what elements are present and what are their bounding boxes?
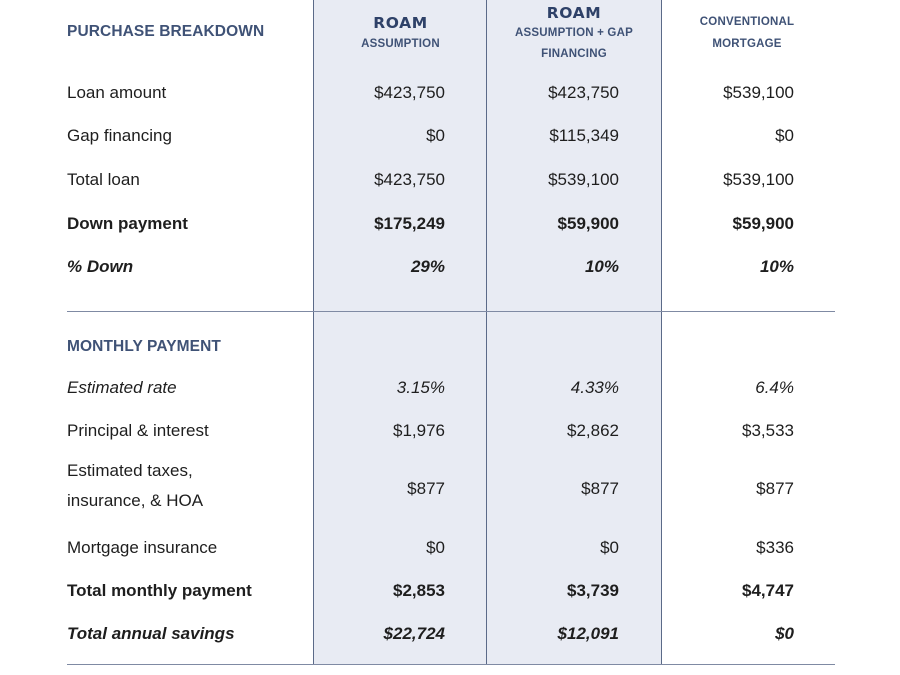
value-roam-gap: $12,091	[557, 624, 619, 643]
value-roam-gap: $3,739	[567, 581, 619, 600]
value-roam-assumption: $2,853	[393, 581, 445, 600]
value-conventional: $336	[756, 538, 794, 557]
row-percent-down	[0, 256, 900, 278]
value-roam-assumption: 3.15%	[396, 378, 445, 397]
section-divider	[67, 311, 835, 312]
value-roam-gap: $423,750	[548, 83, 619, 102]
monthly-payment-title: MONTHLY PAYMENT	[67, 338, 221, 355]
row-label: Principal & interest	[67, 421, 209, 440]
roam-gap-brand: ROAM	[546, 4, 602, 22]
row-principal-interest	[0, 420, 900, 442]
value-roam-assumption: $423,750	[374, 83, 445, 102]
value-conventional: $59,900	[732, 214, 794, 233]
row-total-annual-savings	[0, 623, 900, 645]
value-conventional: $539,100	[723, 170, 794, 189]
roam-assumption-subtitle: ASSUMPTION	[361, 38, 440, 50]
roam-assumption-brand: ROAM	[373, 14, 428, 32]
value-conventional: 10%	[759, 257, 794, 276]
row-gap-financing	[0, 125, 900, 147]
value-roam-assumption: $877	[407, 479, 445, 498]
value-roam-gap: 4.33%	[570, 378, 619, 397]
row-label: % Down	[67, 257, 134, 276]
roam-gap-subtitle-line1: ASSUMPTION + GAP	[515, 27, 633, 39]
row-loan-amount	[0, 82, 900, 104]
value-roam-assumption: $423,750	[374, 170, 445, 189]
row-label: Down payment	[67, 214, 188, 233]
conventional-header-line1: CONVENTIONAL	[699, 16, 795, 28]
value-roam-assumption: $1,976	[393, 421, 445, 440]
value-roam-gap: 10%	[584, 257, 619, 276]
value-roam-gap: $59,900	[557, 214, 619, 233]
value-roam-assumption: 29%	[410, 257, 445, 276]
value-roam-assumption: $22,724	[383, 624, 445, 643]
value-roam-gap: $115,349	[549, 126, 619, 145]
value-conventional: $0	[775, 624, 794, 643]
row-label: Estimated rate	[67, 378, 177, 397]
value-roam-assumption: $0	[426, 126, 445, 145]
value-roam-gap: $539,100	[548, 170, 619, 189]
value-conventional: $539,100	[723, 83, 794, 102]
purchase-breakdown-title: PURCHASE BREAKDOWN	[67, 23, 265, 40]
row-label-line2: insurance, & HOA	[67, 491, 204, 510]
value-roam-gap: $877	[581, 479, 619, 498]
row-mortgage-insurance	[0, 537, 900, 559]
row-label: Total monthly payment	[67, 581, 252, 600]
row-total-monthly-payment	[0, 580, 900, 602]
row-label: Mortgage insurance	[67, 538, 218, 557]
value-conventional: $3,533	[742, 421, 794, 440]
row-label: Total annual savings	[67, 624, 235, 643]
value-conventional: $0	[775, 126, 794, 145]
row-total-loan	[0, 169, 900, 191]
roam-gap-subtitle-line2: FINANCING	[541, 48, 607, 60]
value-roam-assumption: $0	[426, 538, 445, 557]
row-label-line1: Estimated taxes,	[67, 461, 193, 480]
value-conventional: $877	[756, 479, 794, 498]
row-taxes-insurance-hoa	[0, 460, 900, 518]
value-roam-assumption: $175,249	[374, 214, 445, 233]
row-label: Loan amount	[67, 83, 167, 102]
row-down-payment	[0, 213, 900, 235]
table-bottom-rule	[67, 664, 835, 665]
row-label: Total loan	[67, 170, 140, 189]
value-conventional: $4,747	[742, 581, 794, 600]
value-conventional: 6.4%	[755, 378, 794, 397]
conventional-header-line2: MORTGAGE	[712, 38, 782, 50]
row-label: Gap financing	[67, 126, 172, 145]
value-roam-gap: $2,862	[567, 421, 619, 440]
value-roam-gap: $0	[600, 538, 619, 557]
row-estimated-rate	[0, 377, 900, 399]
